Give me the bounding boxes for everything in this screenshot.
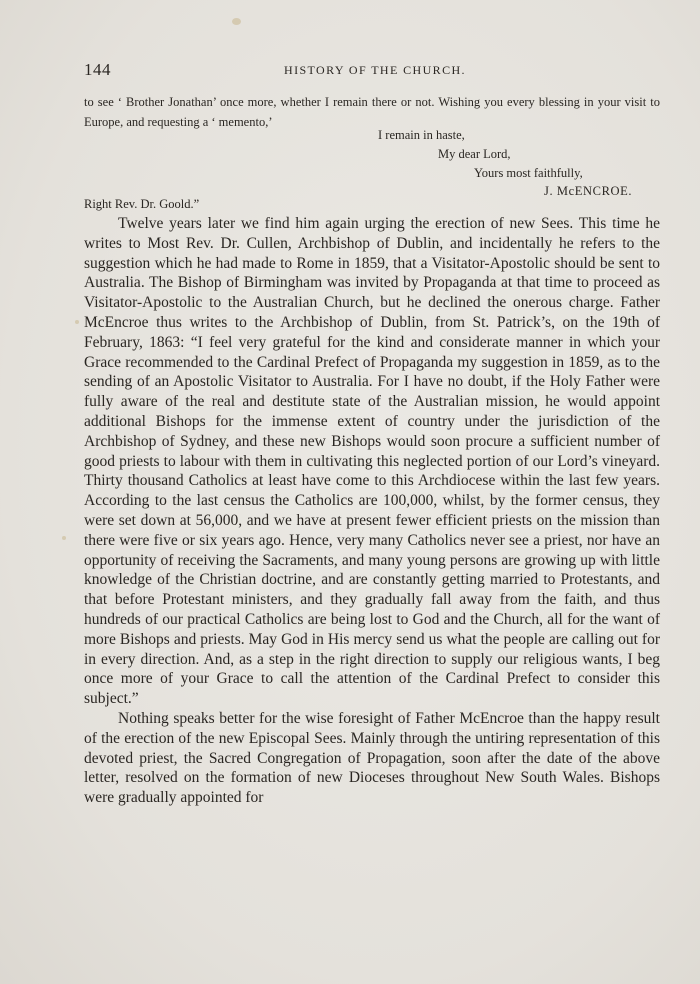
- page-number: 144: [84, 60, 111, 79]
- paragraph-episcopal-sees: Nothing speaks better for the wise foresight of Father McEncroe than the happy result of the erection of the new Episcopal Sees. Mainly through the untiring representation of this devoted priest, the Sacred Congregation of Propagation, soon after the date of the above letter, resolved on the formation of new Dioceses throughout New South Wales. Bishops were gradually appointed for: [84, 709, 660, 807]
- letter-salutation: My dear Lord,: [438, 147, 511, 161]
- paper-stain: [75, 320, 79, 324]
- body-text: [84, 214, 660, 808]
- letter-remain-line: I remain in haste,: [378, 128, 465, 142]
- letter-yours: Yours most faithfully,: [474, 166, 583, 180]
- running-head: HISTORY OF THE CHURCH.: [284, 63, 466, 77]
- paper-stain: [62, 536, 66, 540]
- paragraph-cullen-letter: Twelve years later we find him again urging the erection of new Sees. This time he writes to Most Rev. Dr. Cullen, Archbishop of Dublin, and incidentally he refers to the suggestion which he had made to Rome in 1859, that a Visitator-Apostolic should be sent to Australia. The Bishop of Birmingham was invited by Propaganda at that time to proceed as Visitator-Apostolic to the Australian Church, but he declined the onerous charge. Father McEncroe thus writes to the Archbishop of Dublin, from St. Patrick’s, on the 19th of February, 1863: “I feel very grateful for the kind and considerate manner in which your Grace recommended to the Cardinal Prefect of Propaganda my suggestion in 1859, as to the sending of an Apostolic Visitator to Australia. For I have no doubt, if the Holy Father were fully aware of the real and destitute state of the Australian mission, he would appoint additional Bishops for the immense extent of country under the jurisdiction of the Archbishop of Sydney, and these new Bishops would soon procure a sufficient number of good priests to labour with them in cultivating this neglected portion of our Lord’s vineyard. Thirty thousand Catholics at least have come to this Archdiocese within the last few years. According to the last census the Catholics are 100,000, whilst, by the former census, they were set down at 56,000, and we have at present fewer efficient priests on the mission than there were five or six years ago. Hence, very many Catholics never see a priest, nor have an opportunity of receiving the Sacraments, and many young persons are growing up with little knowledge of the Christian doctrine, and are constantly getting married to Protestants, and that before Protestant ministers, and they gradually fall away from the faith, and thus hundreds of our practical Catholics are being lost to God and the Church, all for the want of more Bishops and priests. May God in His mercy send us what the people are calling out for in every direction. And, as a step in the right direction to supply our religious wants, I beg once more of your Grace to call the attention of the Cardinal Prefect to consider this subject.”: [84, 215, 660, 708]
- letter-signature: J. McENCROE.: [544, 184, 633, 198]
- paper-stain: [232, 18, 241, 25]
- page-header: [84, 60, 660, 82]
- letter-addressee: Right Rev. Dr. Goold.”: [84, 197, 200, 211]
- letter-closing-paragraph: to see ‘ Brother Jonathan’ once more, whether I remain there or not. Wishing you every blessing in your visit to Europe, and requesting a ‘ memento,’: [84, 95, 660, 129]
- letter-closing: [84, 92, 660, 132]
